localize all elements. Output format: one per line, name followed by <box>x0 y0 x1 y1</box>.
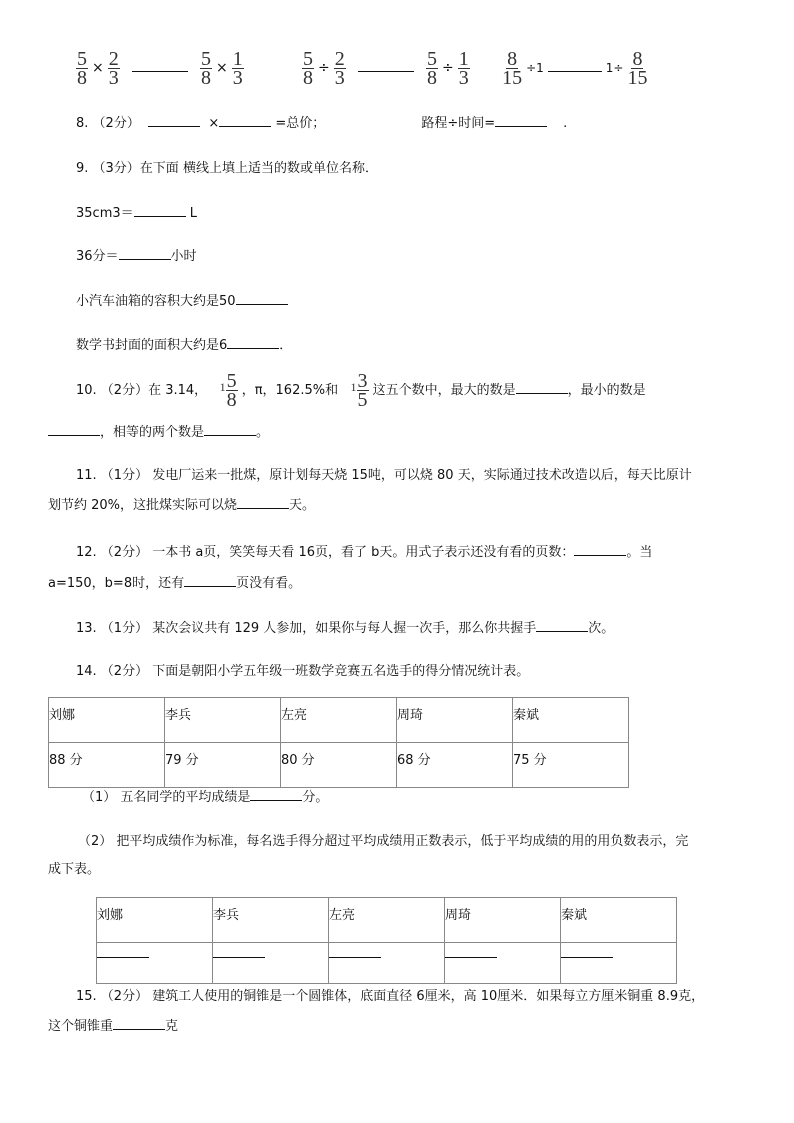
fraction: $\frac{1}{3}$ <box>458 48 469 89</box>
score-table <box>48 697 629 788</box>
q9-line2: 36分＝ 小时 <box>76 249 197 264</box>
answer-blank[interactable] <box>561 945 613 958</box>
answer-blank[interactable] <box>548 59 602 72</box>
fraction: $\frac{5}{8}$ <box>77 48 87 89</box>
answer-blank[interactable] <box>574 543 626 556</box>
fraction: $\frac{8}{15}$ <box>627 48 648 89</box>
q11-line1: 11. （1分） 发电厂运来一批煤，原计划每天烧 15吨，可以烧 80 天，实际通过技术改造以后，每天比原计 <box>76 468 692 483</box>
answer-blank[interactable] <box>227 336 279 349</box>
fraction: $\frac{5}{8}$ <box>303 48 314 89</box>
answer-blank[interactable] <box>236 292 288 305</box>
table-row: 刘娜 李兵 左亮 周琦 秦斌 <box>97 898 677 943</box>
fraction: $\frac{2}{3}$ <box>334 48 345 89</box>
q14-part2-line1: （2） 把平均成绩作为标准，每名选手得分超过平均成绩用正数表示，低于平均成绩的用的用负数表示，完 <box>78 834 689 849</box>
answer-blank[interactable] <box>132 59 188 72</box>
answer-blank[interactable] <box>113 1017 165 1030</box>
q9-line4: 数学书封面的面积大约是6 ． <box>76 338 293 353</box>
answer-blank[interactable] <box>213 945 265 958</box>
q10-line1: 10. （2分）在 3.14， 1 $\frac{5}{8}$ ，π，162.5%和 1 $\frac{3}{5}$ 这五个数中，最大的数是 ，最小的数是 <box>76 370 646 411</box>
q15-line2: 这个铜锥重 克 <box>48 1019 179 1034</box>
fraction: $\frac{5}{8}$ <box>427 48 438 89</box>
q13: 13. （1分） 某次会议共有 129 人参加，如果你与每人握一次手，那么你共握手 次。 <box>76 621 615 636</box>
q14-heading: 14. （2分） 下面是朝阳小学五年级一班数学竞赛五名选手的得分情况统计表。 <box>76 664 530 679</box>
q10-line2: ，相等的两个数是 。 <box>48 421 269 440</box>
q12-line2: a=150，b=8时，还有 页没有看。 <box>48 576 302 591</box>
answer-blank[interactable] <box>329 945 381 958</box>
answer-blank[interactable] <box>358 59 414 72</box>
answer-blank[interactable] <box>184 574 236 587</box>
fraction: $\frac{5}{8}$ <box>201 48 212 89</box>
answer-blank[interactable] <box>219 114 271 127</box>
fraction: $\frac{8}{15}$ <box>502 48 523 89</box>
answer-blank[interactable] <box>97 945 149 958</box>
table-row: 88 分 79 分 80 分 68 分 75 分 <box>49 743 629 788</box>
answer-blank[interactable] <box>250 788 302 801</box>
answer-blank[interactable] <box>148 114 200 127</box>
answer-blank[interactable] <box>516 381 568 394</box>
answer-blank[interactable] <box>536 619 588 632</box>
q8: 8. （2分） × =总价； 路程÷时间= . <box>76 116 568 131</box>
table-row <box>97 943 677 984</box>
fraction: $\frac{2}{3}$ <box>108 48 119 89</box>
q12-line1: 12. （2分） 一本书 a页，笑笑每天看 16页，看了 b天。用式子表示还没有看的页数： 。当 <box>76 545 653 560</box>
table-row: 刘娜 李兵 左亮 周琦 秦斌 <box>49 698 629 743</box>
mixed-number: 1 $\frac{3}{5}$ <box>350 370 368 411</box>
answer-blank[interactable] <box>204 423 256 436</box>
q14-part1: （1） 五名同学的平均成绩是 分。 <box>82 790 329 805</box>
q9-line3: 小汽车油箱的容积大约是50 <box>76 290 288 309</box>
q14-part2-line2: 成下表。 <box>48 862 101 877</box>
q15-line1: 15. （2分） 建筑工人使用的铜锥是一个圆锥体，底面直径 6厘米，高 10厘米．如果每立方厘米铜重 8.9克， <box>76 989 705 1004</box>
deviation-table <box>96 897 677 984</box>
answer-blank[interactable] <box>237 496 289 509</box>
q9-line1: 35cm3＝ L <box>76 206 197 221</box>
answer-blank[interactable] <box>48 423 100 436</box>
q7-comparisons: $\frac{5}{8}$ × $\frac{2}{3}$ $\frac{5}{8}$ × $\frac{1}{3}$ $\frac{5}{8}$ ÷ $\frac{2}{3}$ $\frac{5}{8}$ ÷ $\frac{1}{3}$ $\frac{8}{15}$ ÷1 1÷ $\frac{8}{15}$ <box>77 48 648 89</box>
fraction: $\frac{1}{3}$ <box>232 48 243 89</box>
mixed-number: 1 $\frac{5}{8}$ <box>219 370 237 411</box>
answer-blank[interactable] <box>119 247 171 260</box>
q11-line2: 划节约 20%，这批煤实际可以烧 天。 <box>48 498 316 513</box>
q9-heading: 9. （3分）在下面 横线上填上适当的数或单位名称． <box>76 161 378 176</box>
answer-blank[interactable] <box>495 114 547 127</box>
answer-blank[interactable] <box>445 945 497 958</box>
answer-blank[interactable] <box>134 204 186 217</box>
